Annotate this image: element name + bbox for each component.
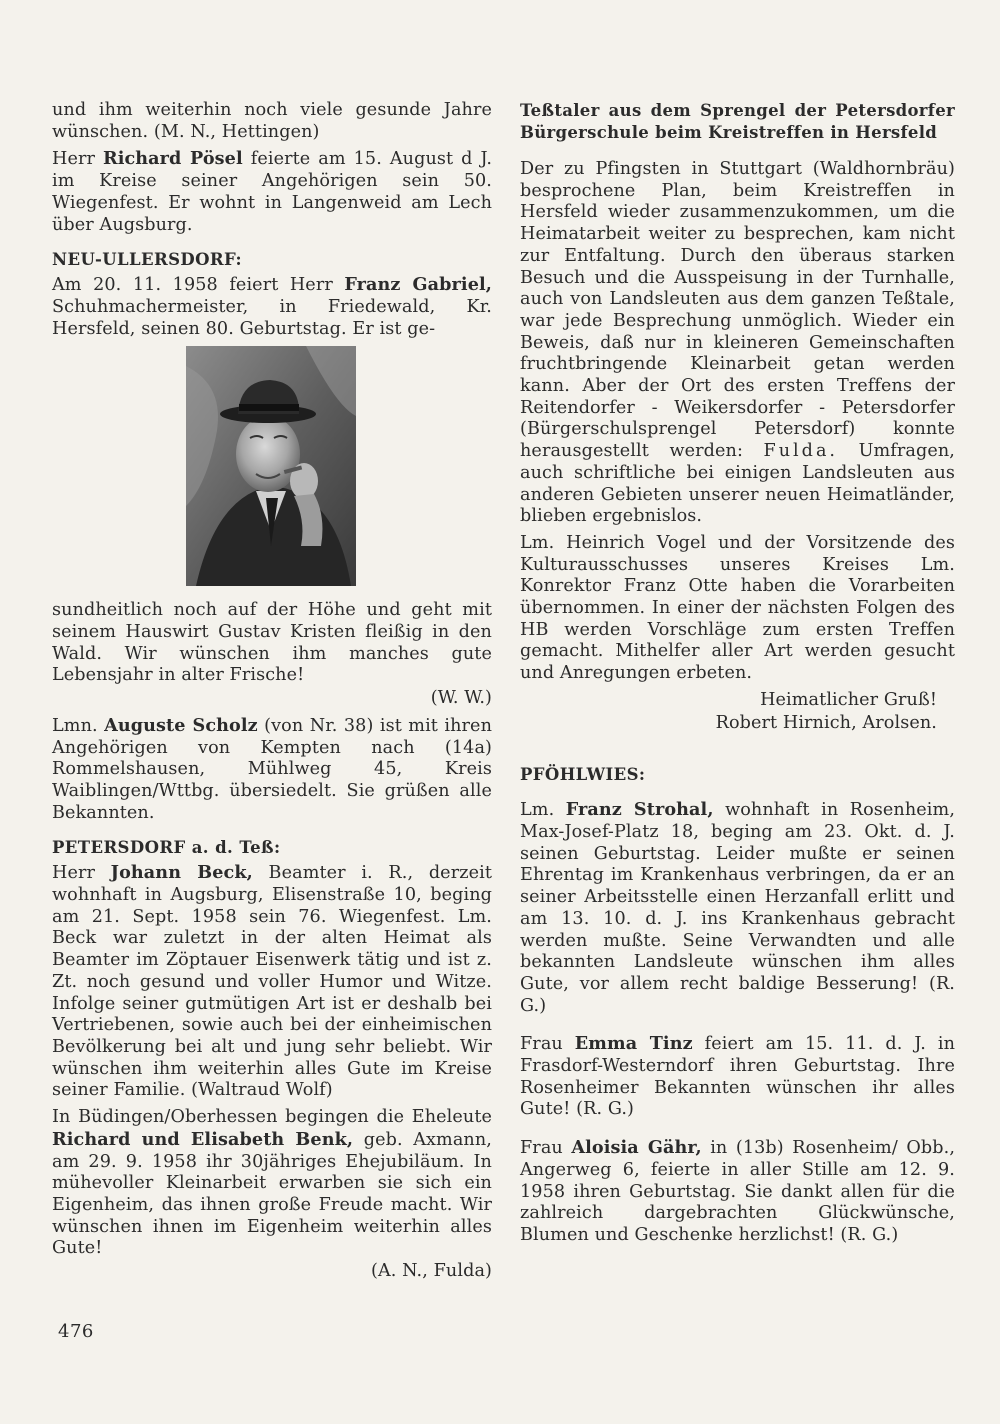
signature-ww: (W. W.): [430, 688, 492, 709]
text: Am 20. 11. 1958 feiert Herr: [52, 275, 345, 296]
person-name: Franz Gabriel,: [344, 274, 493, 296]
text: Herr: [52, 863, 111, 884]
person-name: Emma Tinz: [574, 1033, 693, 1055]
section-heading-pfoehlwies: PFÖHLWIES:: [520, 765, 646, 785]
greeting-heimatlicher-gruss: Heimatlicher Gruß!: [760, 689, 937, 710]
paragraph-vorarbeiten: [520, 533, 955, 685]
person-name: Auguste Scholz: [104, 714, 258, 736]
text: geb. Axmann, am 29. 9. 1958 ihr 30jähriges Ehejubiläum. In mühevoller Kleinarbeit erwarben sie sich ein Eigenheim, das ihnen große Freude macht. Wir wünschen ihnen im Eigenheim weiterhin alles Gute!: [52, 1129, 492, 1259]
person-name: Aloisia Gähr,: [571, 1137, 702, 1159]
paragraph-gaehr: [520, 1137, 955, 1247]
text: Herr: [52, 149, 103, 170]
text: wohnhaft in Rosenheim, Max-Josef-Platz 18, beging am 23. Okt. d. J. seinen Geburtstag. Leider mußte er seinen Ehrentag im Krankenhaus verbringen, da er an seiner Arbeitsstelle einen Herzanfall erlitt und am 13. 10. d. J. ins Krankenhaus gebracht werden mußte. Seine Verwandten und alle bekannten Landsleute wünschen ihm alles Gute, vor allem recht baldige Besserung! (R. G.): [520, 800, 956, 1016]
place-name: Fulda.: [763, 441, 839, 462]
text: Frau: [520, 1138, 572, 1159]
portrait-of-man-with-hat-icon: [186, 346, 356, 586]
text: feiert am 15. 11. d. J. in Frasdorf-Westerndorf ihren Geburtstag. Ihre Rosenheimer Bekannten wünschen ihr alles Gute! (R. G.): [520, 1034, 956, 1120]
text: Schuhmachermeister, in Friedewald, Kr. Hersfeld, seinen 80. Geburtstag. Er ist ge-: [52, 296, 492, 339]
portrait-photo: [186, 346, 356, 586]
person-name: Franz Strohal,: [565, 799, 714, 821]
person-name: Richard und Elisabeth Benk,: [52, 1128, 354, 1150]
text: (von Nr. 38) ist mit ihren Angehörigen von Kempten nach (14a) Rommelshausen, Mühlweg 45, Kreis Waiblingen/Wttbg. übersiedelt. Sie grüßen alle Bekannten.: [52, 715, 493, 823]
text: Frau: [520, 1034, 575, 1055]
section-heading-petersdorf: PETERSDORF a. d. Teß:: [52, 838, 281, 858]
signature-an-fulda: (A. N., Fulda): [371, 1261, 492, 1282]
paragraph-gabriel: [52, 274, 492, 340]
text: in (13b) Rosenheim/ Obb., Angerweg 6, feierte in aller Stille am 12. 9. 1958 ihren Geburtstag. Sie dankt allen für die zahlreich dargebrachten Glückwünsche, Blumen und Geschenke herzlichst! (R. G.): [520, 1138, 956, 1245]
text: In Büdingen/Oberhessen begingen die Eheleute: [52, 1107, 492, 1128]
paragraph-gabriel-continued: sundheitlich noch auf der Höhe und geht mit seinem Hauswirt Gustav Kristen fleißig in den Wald. Wir wünschen ihm manches gute Lebensjahr in alter Frische!: [52, 600, 492, 686]
signature-hirnich: Robert Hirnich, Arolsen.: [715, 712, 937, 733]
paragraph-hettingen: und ihm weiterhin noch viele gesunde Jahre wünschen. (M. N., Hettingen): [52, 100, 492, 142]
person-name: Johann Beck,: [110, 862, 253, 884]
section-heading-neu-ullersdorf: NEU-ULLERSDORF:: [52, 250, 243, 270]
text: Beamter i. R., derzeit wohnhaft in Augsburg, Elisenstraße 10, beging am 21. Sept. 1958 sein 76. Wiegenfest. Lm. Beck war zuletzt in der alten Heimat als Beamter im Zöptauer Eisenwerk tätig und ist z. Zt. noch gesund und voller Humor und Witze. Infolge seiner gutmütigen Art ist er deshalb bei Vertriebenen, sowie auch bei der einheimischen Bevölkerung bei alt und jung sehr beliebt. Wir wünschen ihm weiterhin alles Gute im Kreise seiner Familie. (Waltraud Wolf): [52, 863, 492, 1101]
paragraph-beck: [52, 862, 492, 1102]
text: Lmn.: [52, 715, 105, 736]
right-column: [520, 100, 955, 1252]
article-heading-tesstaler: Teßtaler aus dem Sprengel der Petersdorfer Bürgerschule beim Kreistreffen in Hersfeld: [520, 101, 955, 142]
paragraph-poesel: [52, 148, 492, 236]
page-number: 476: [58, 1321, 94, 1342]
text: Der zu Pfingsten in Stuttgart (Waldhornbräu) besprochene Plan, beim Kreistreffen in Hersfeld wieder zusammenzukommen, um die Heimatarbeit weiter zu besprechen, kam nicht zur Entfaltung. Durch den überaus starken Besuch und die Ausspeisung in der Turnhalle, auch von Landsleuten aus dem ganzen Teßtale, war jede Besprechung unmöglich. Wieder ein Beweis, daß nur in kleineren Gemeinschaften fruchtbringende Kleinarbeit getan werden kann. Aber der Ort des ersten Treffens der Reitendorfer - Weikersdorfer - Petersdorfer (Bürgerschulsprengel Petersdorf) konnte herausgestellt werden:: [520, 159, 955, 462]
paragraph-benk: [52, 1107, 492, 1260]
text: Lm. Heinrich Vogel und der Vorsitzende des Kulturausschusses unseres Kreises Lm. Konrektor Franz Otte haben die Vorarbeiten übernommen. In einer der nächsten Folgen des HB werden Vorschläge zum ersten Treffen gemacht. Mithelfer aller Art werden gesucht und Anregungen erbeten.: [520, 532, 955, 684]
text: Umfragen, auch schriftliche bei einigen Landsleuten aus anderen Gebieten unserer neuen Heimatländer, blieben ergebnislos.: [520, 441, 955, 527]
paragraph-scholz: [52, 715, 492, 825]
paragraph-kreistreffen: [520, 159, 955, 528]
text: feierte am 15. August d J. im Kreise seiner Angehörigen sein 50. Wiegenfest. Er wohnt in Langenweid am Lech über Augsburg.: [52, 149, 493, 235]
person-name: Richard Pösel: [102, 148, 243, 170]
left-column: [52, 100, 492, 1288]
paragraph-tinz: [520, 1033, 955, 1121]
text: Lm.: [520, 800, 566, 821]
paragraph-strohal: [520, 799, 955, 1017]
